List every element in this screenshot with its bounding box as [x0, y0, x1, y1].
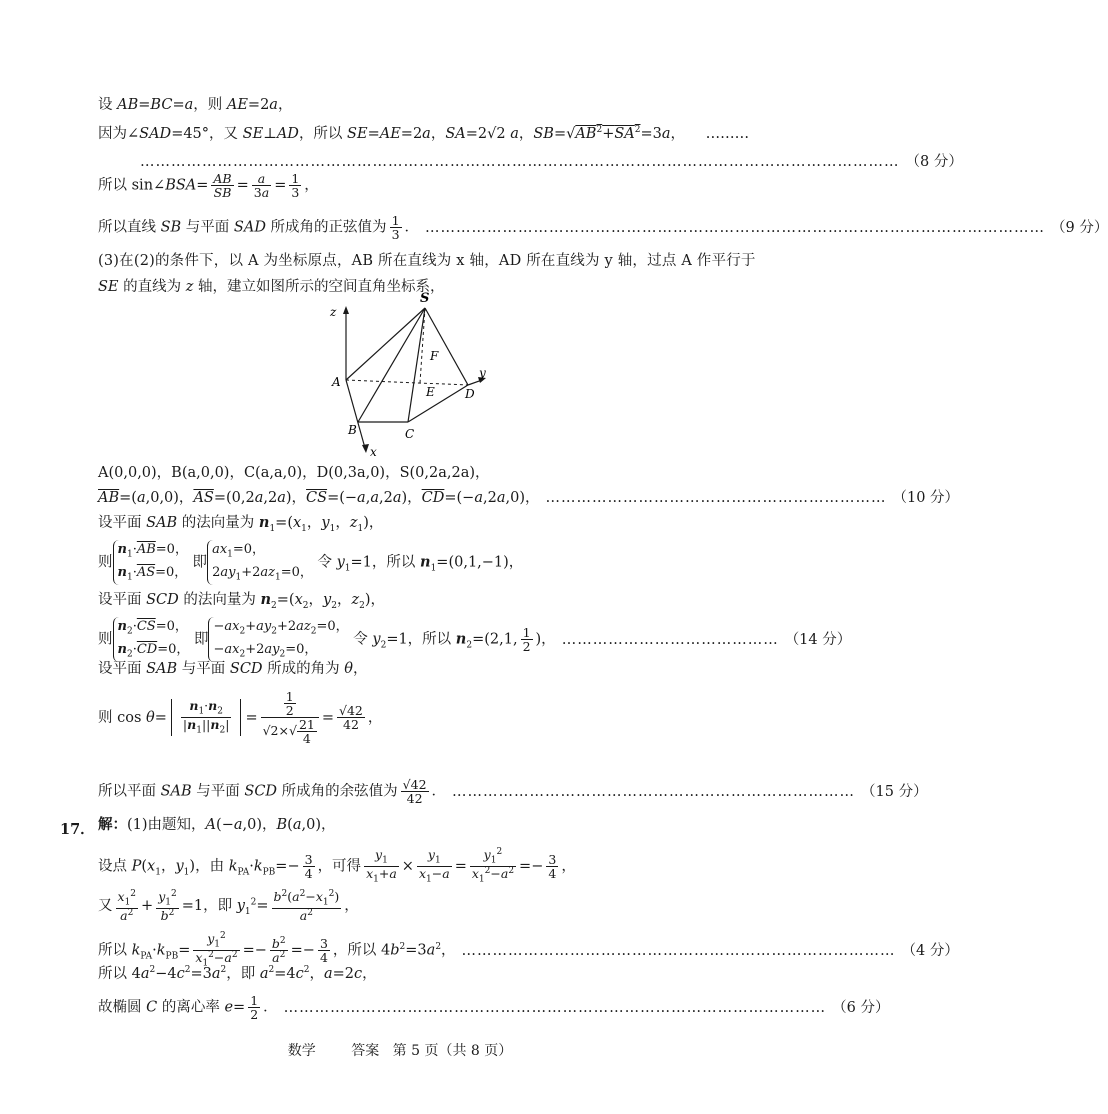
edge-SD	[425, 308, 468, 385]
pyramid-coordinate-figure	[320, 288, 500, 463]
question-17-number: 17．	[60, 821, 95, 838]
text-line-17: 解：(1)由题知，A(−a,0)，B(a,0)，	[98, 816, 336, 833]
label-C: C	[405, 427, 415, 441]
edge-SA	[346, 308, 425, 380]
text-line-22: 故椭圆 C 的离心率 e= $\frac{1}{2}$ ． …………………………………………………………………………………………… （6 分）	[98, 993, 890, 1023]
score-14: （14 分）	[784, 631, 852, 648]
label-B: B	[348, 423, 357, 437]
leader-dots: ……………………………………………………………………………………………	[283, 999, 827, 1016]
label-z: z	[330, 305, 337, 319]
label-E: E	[426, 385, 435, 399]
label-x: x	[370, 445, 377, 459]
text-line-14: 设平面 SAB 与平面 SCD 所成的角为 θ，	[98, 661, 368, 677]
label-A: A	[332, 375, 341, 389]
leader-dots: …………………………………………………………	[545, 490, 887, 506]
segment-SE	[420, 308, 425, 383]
text-line-8: A(0,0,0)，B(a,0,0)，C(a,a,0)，D(0,3a,0)，S(0,2a,2a)，	[98, 465, 490, 481]
text-line-5: 所以直线 SB 与平面 SAD 所成角的正弦值为 $\frac{1}{3}$ ． ………………………………………………………………………………………………………… （9 分）	[98, 213, 1108, 243]
text-line-13: 则 $n_2\cdot\overline{CS}=0$， $n_2\cdot\overline{CD}=0$， 即 $-ax_2+ay_2+2az_2=0$， $-ax_2+2ay_2=0$， 令 $y_2=1$，所以 $n_2=(2,1$, $\frac{1}{2}$ )， …………………………………… （14 分）	[98, 617, 724, 662]
text-line-7: SE 的直线为 z 轴，建立如图所示的空间直角坐标系，	[98, 279, 445, 295]
score-9: （9 分）	[1051, 219, 1108, 236]
text-line-2: 因为∠SAD=45°，又 SE⊥AD，所以 SE=AE=2a，SA=2√2 a，$SB=√AB^2+SA^2=3a$， ………	[98, 125, 750, 142]
score-6: （6 分）	[832, 999, 890, 1016]
edge-CD	[408, 385, 468, 422]
score-15: （15 分）	[861, 783, 928, 800]
x-arrow-icon	[362, 444, 369, 453]
z-arrow-icon	[343, 306, 349, 314]
text-line-3	[134, 150, 963, 171]
score-8: （8 分）	[905, 154, 963, 170]
leader-dots: ……………………………………	[561, 631, 779, 648]
text-line-12: 设平面 SCD 的法向量为 $n_2=(x_2$，$y_2$，$z_2$)，	[98, 591, 385, 611]
text-line-19: 又 $\frac{x_1^2}{a^2}$ + $\frac{y_1^2}{b^2}$ =1，即 $y_1^2=$ $\frac{b^2(a^2-x_1^2)}{a^2}$ ，	[98, 889, 359, 924]
dots-tail: ………	[705, 125, 750, 142]
score-10: （10 分）	[892, 490, 960, 506]
edge-SC	[408, 308, 425, 422]
label-F: F	[430, 349, 439, 363]
text-line-20: 所以 $k_{PA}\cdot k_{PB}=$ $\frac{y_1^2}{x_1^2-a^2}$ =− $\frac{b^2}{a^2}$ =− $\frac{3}{4}$ ，所以 $4b^2=3a^2$， ………………………………………………………………………… （4 分）	[98, 931, 959, 969]
text-line-4: 所以 sin∠BSA= $\frac{AB}{SB}$ = $\frac{a}{3a}$ = $\frac{1}{3}$ ，	[98, 171, 319, 201]
text-line-16: 所以平面 SAB 与平面 SCD 所成角的余弦值为 $\frac{√42}{42}$ ． …………………………………………………………………… （15 分）	[98, 777, 928, 807]
text-line-21: 所以 $4a^2-4c^2=3a^2$，即 $a^2=4c^2$，a=2c，	[98, 965, 377, 982]
y-axis-dashed	[346, 380, 468, 385]
leader-dots: …………………………………………………………………………………………………………………………………	[140, 154, 900, 170]
text-line-11: 则 $n_1\cdot\overline{AB}=0$， $n_1\cdot\overline{AS}=0$， 即 $ax_1=0$， $2ay_1+2az_1=0$， 令 $y_1=1$，所以 $n_1=(0,1,-1)$，	[98, 540, 523, 585]
leader-dots: …………………………………………………………………………	[461, 942, 896, 959]
text-line-18: 设点 $P(x_1$，$y_1$)，由 $k_{PA}\cdot k_{PB}=-$ $\frac{3}{4}$ ，可得 $\frac{y_1}{x_1+a}$ × $\frac{y_1}{x_1-a}$ = $\frac{y_1^2}{x_1^2-a^2}$ =− $\frac{3}{4}$ ，	[98, 847, 576, 885]
text-line-15: 则 cos θ= $\frac{n_1\cdot n_2}{|n_1||n_2|}$ = $\frac{1}{2}$ √2×√ $\frac{21}{4}$ = $\frac{√42}{42}$ ，	[98, 689, 383, 747]
label-D: D	[465, 387, 475, 401]
score-4: （4 分）	[901, 942, 959, 959]
text-line-10: 设平面 SAB 的法向量为 $n_1=(x_1$，$y_1$，$z_1$)，	[98, 514, 384, 534]
text-line-6: (3)在(2)的条件下，以 A 为坐标原点，AB 所在直线为 x 轴，AD 所在直线为 y 轴，过点 A 作平行于	[98, 253, 756, 269]
text-line-1: 设 AB=BC=a，则 AE=2a，	[98, 97, 293, 113]
edge-SB	[358, 308, 425, 422]
label-y: y	[479, 366, 486, 380]
page-footer: 数学 答案 第 5 页（共 8 页）	[287, 1043, 513, 1059]
leader-dots: ……………………………………………………………………	[452, 783, 856, 800]
label-S: S	[420, 291, 430, 306]
leader-dots: …………………………………………………………………………………………………………	[425, 219, 1046, 236]
text-line-9: $\overline{AB}=(a,0,0)$，$\overline{AS}=(0,2a,2a)$，$\overline{CS}=(-a,a,2a)$，$\overline{CD}=(-a,2a,0)$， ………………………………………………………… （10 分）	[98, 490, 960, 506]
